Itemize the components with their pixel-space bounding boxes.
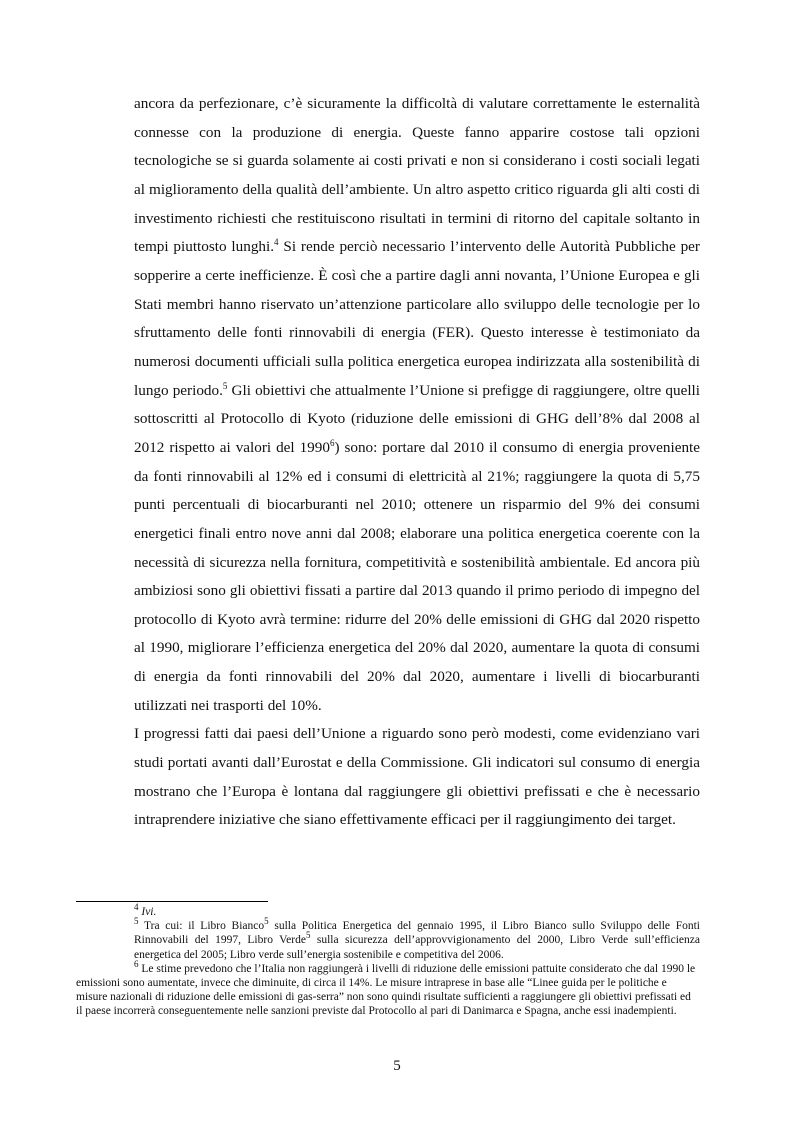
footnote-marker: 5: [222, 380, 228, 391]
footnote-marker: 5: [264, 916, 269, 927]
text-run: Si rende perciò necessario l’intervento delle Autorità Pubbliche per sopperire a certe inefficienze. È così che a partire dagli anni novanta, l’Unione Europea e gli Stati membri hanno riservato un’attenzione particolare allo sviluppo delle tecnologie per lo sfruttamento delle fonti rinnovabili di energia (FER). Questo interesse è testimoniato da numerosi documenti ufficiali sulla politica energetica europea indirizzata alla sostenibilità di lungo periodo.: [134, 238, 700, 399]
footnote-separator: [76, 901, 268, 902]
italic-text: Ivi.: [141, 906, 157, 918]
footnote-marker: 4: [134, 902, 139, 913]
footnote-marker: 5: [134, 916, 139, 927]
paragraph-1: [134, 90, 700, 720]
text-run: Gli obiettivi che attualmente l’Unione si prefigge di raggiungere, oltre quelli sottoscritti al Protocollo di Kyoto (riduzione delle emissioni di GHG dell’8% dal 2008 al 2012 rispetto ai valori del 1990: [134, 381, 700, 456]
footnote-4: [134, 902, 700, 919]
page-number: 5: [393, 1058, 401, 1074]
footnote-marker: 4: [274, 237, 279, 248]
footnotes: [76, 902, 701, 1019]
footnote-6: [76, 958, 700, 1019]
footnote-5: [134, 916, 701, 962]
footnote-marker: 6: [329, 437, 335, 448]
body-text: [134, 90, 700, 835]
text-run: sulla Politica Energetica del gennaio 1995, il Libro Bianco sullo Sviluppo delle Fonti Rinnovabili del 1997, Libro Verde: [134, 920, 701, 947]
text-run: I progressi fatti dai paesi dell’Unione a riguardo sono però modesti, come evidenziano vari studi portati avanti dall’Eurostat e della Commissione. Gli indicatori sul consumo di energia mostrano che l’Europa è lontana dal raggiungere gli obiettivi prefissati e che è necessario intraprendere iniziative che siano effettivamente efficaci per il raggiungimento dei target.: [134, 725, 700, 829]
text-run: ancora da perfezionare, c’è sicuramente la difficoltà di valutare correttamente le esternalità connesse con la produzione di energia. Queste fanno apparire costose tali opzioni tecnologiche se si guarda solamente ai costi privati e non si considerano i costi sociali legati al miglioramento della qualità dell’ambiente. Un altro aspetto critico riguarda gli alti costi di investimento richiesti che restituiscono risultati in termini di ritorno del capitale soltanto in tempi piuttosto lunghi.: [134, 95, 700, 256]
text-run: sulla sicurezza dell’approvvigionamento del 2000, Libro Verde sull’efficienza energetica del 2005; Libro verde sull’energia sostenibile e competitiva del 2006.: [134, 934, 700, 961]
footnote-marker: 5: [305, 930, 311, 941]
text-run: Le stime prevedono che l’Italia non raggiungerà i livelli di riduzione delle emissioni pattuite considerato che dal 1990 le emissioni sono aumentate, invece che diminuite, di circa il 14%. Le misure intraprese in base alle “Linee guida per le politiche e misure nazionali di riduzione delle emissioni di gas-serra” non sono quindi risultate sufficienti a raggiungere gli obiettivi prefissati ed il paese incorrerà conseguentemente nelle sanzioni previste dal Protocollo al pari di Danimarca e Spagna, anche essi inadempienti.: [76, 962, 696, 1018]
text-run: Tra cui: il Libro Bianco: [138, 920, 265, 933]
footnote-marker: 6: [134, 958, 139, 969]
paragraph-2: [134, 720, 700, 835]
text-run: ) sono: portare dal 2010 il consumo di energia proveniente da fonti rinnovabili al 12% ed i consumi di elettricità al 21%; raggiungere la quota di 5,75 punti percentuali di biocarburanti nel 2010; ottenere un risparmio del 9% dei consumi energetici finali entro nove anni dal 2008; elaborare una politica energetica coerente con la necessità di sicurezza nella fornitura, competitività e sostenibilità ambientale. Ed ancora più ambiziosi sono gli obiettivi fissati a partire dal 2013 quando il primo periodo di impegno del protocollo di Kyoto avrà termine: ridurre del 20% delle emissioni di GHG dal 2020 rispetto al 1990, migliorare l’efficienza energetica del 20% dal 2020, aumentare la quota di consumi di energia da fonti rinnovabili del 20% dal 2020, aumentare i livelli di biocarburanti utilizzati nei trasporti del 10%.: [134, 438, 700, 714]
